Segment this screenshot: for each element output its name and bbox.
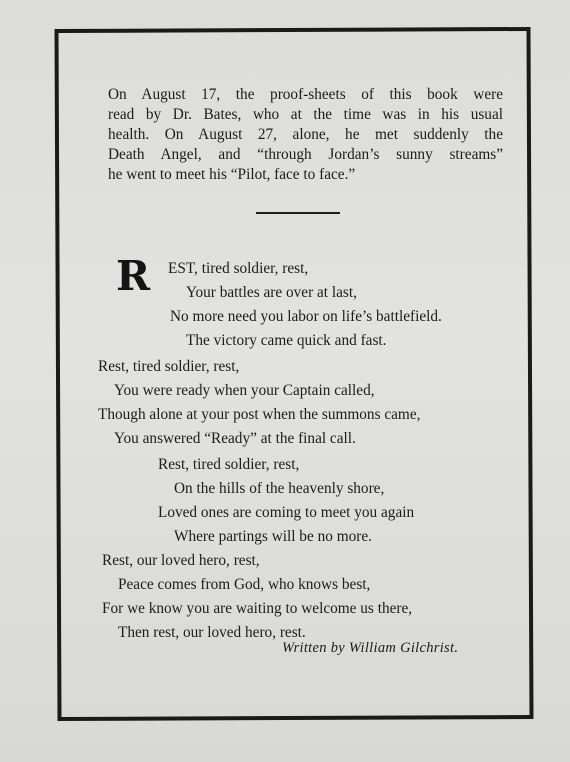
poem-stanza-1 [114,252,442,353]
intro-line: health. On August 27, alone, he met suddenly the [108,126,503,143]
poem-signature: Written by William Gilchrist. [282,640,459,656]
poem-line: Then rest, our loved hero, rest. [118,624,306,641]
poem-line: You answered “Ready” at the final call. [114,430,356,447]
poem-line: The victory came quick and fast. [186,332,387,349]
poem-stanza-4 [102,549,412,645]
section-divider [256,212,340,214]
intro-line: read by Dr. Bates, who at the time was in his usual [108,106,503,123]
poem-stanza-2 [98,355,420,451]
poem-line: Though alone at your post when the summons came, [98,406,421,423]
intro-paragraph [108,85,503,185]
poem-line: Rest, our loved hero, rest, [102,552,260,569]
poem-line: Where partings will be no more. [174,528,372,545]
poem-line: For we know you are waiting to welcome us there, [102,600,413,617]
poem-line: No more need you labor on life’s battlefield. [170,308,442,325]
poem-line: Your battles are over at last, [186,284,357,301]
poem-line: Rest, tired soldier, rest, [158,456,300,473]
intro-line: Death Angel, and “through Jordan’s sunny streams” [108,146,503,163]
poem-line: EST, tired soldier, rest, [168,260,309,277]
poem-line: Rest, tired soldier, rest, [98,358,240,375]
poem-line: You were ready when your Captain called, [114,382,375,399]
intro-line: On August 17, the proof-sheets of this book were [108,86,503,103]
poem-line: Loved ones are coming to meet you again [158,504,415,521]
intro-line: he went to meet his “Pilot, face to face.” [108,166,356,183]
poem-line: On the hills of the heavenly shore, [174,480,385,497]
poem-drop-cap: R [116,252,149,300]
poem-stanza-3 [158,453,414,549]
poem-line: Peace comes from God, who knows best, [118,576,371,593]
